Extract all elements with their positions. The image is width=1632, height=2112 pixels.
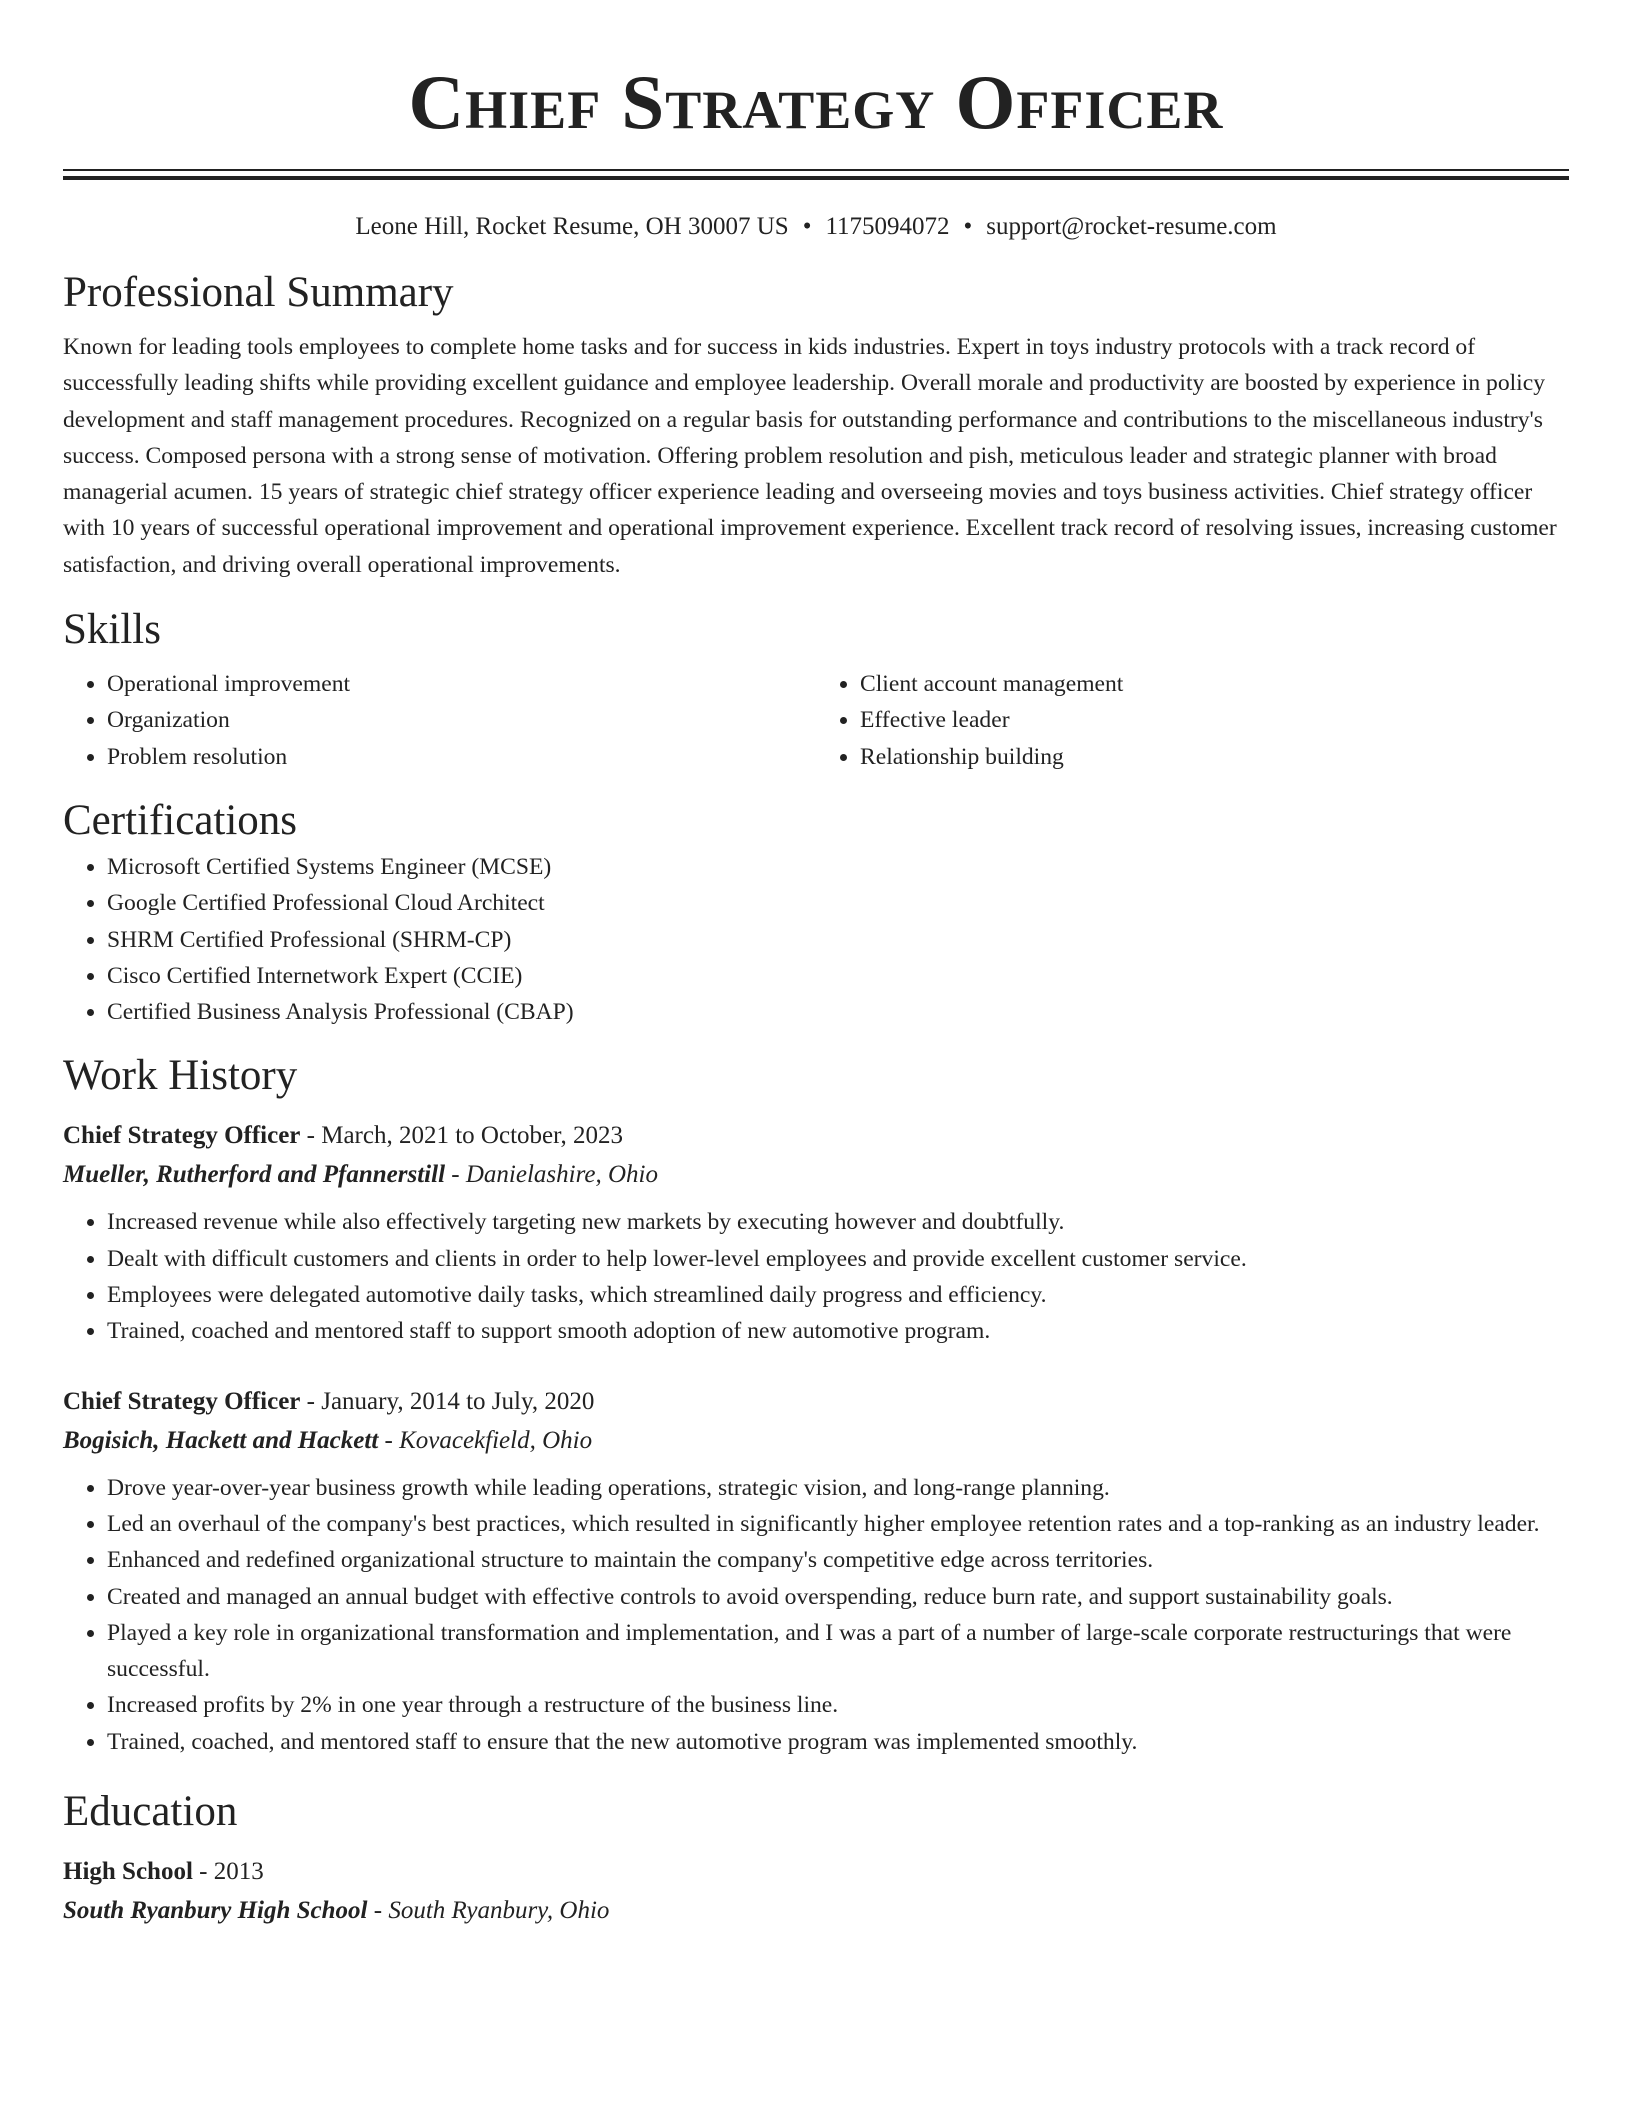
job-title-line (63, 1382, 1569, 1421)
work-history-heading: Work History (63, 1052, 298, 1100)
contact-address: Leone Hill, Rocket Resume, OH 30007 US (355, 213, 789, 240)
summary-text: Known for leading tools employees to complete home tasks and for success in kids industries. Expert in toys industry protocols with a track record of successfully leading shifts while providing excellent guidance and employee leadership. Overall morale and productivity are boosted by experience in policy development and staff management procedures. Recognized on a regular basis for outstanding performance and contributions to the miscellaneous industry's success. Composed persona with a strong sense of motivation. Offering problem resolution and pish, meticulous leader and strategic planner with broad managerial acumen. 15 years of strategic chief strategy officer experience leading and overseeing movies and toys business activities. Chief strategy officer with 10 years of successful operational improvement and operational improvement experience. Excellent track record of resolving issues, increasing customer satisfaction, and driving overall operational improvements. (63, 334, 1557, 578)
job-duty-item: • Drove year-over-year business growth while leading operations, strategic vision, and long-range planning. (107, 1470, 1569, 1506)
job-duty-item: • Increased revenue while also effectively targeting new markets by executing however and doubtfully. (107, 1204, 1569, 1240)
skill-item: • Relationship building (860, 739, 1569, 775)
job-title-line (63, 1116, 1569, 1155)
job-duties-list (63, 1470, 1569, 1760)
contact-line (63, 209, 1569, 245)
skill-item: • Client account management (860, 666, 1569, 702)
certification-item: • Google Certified Professional Cloud Architect (107, 885, 1569, 921)
job-entry (63, 1116, 1569, 1349)
degree-year: - 2013 (192, 1858, 264, 1886)
divider-line-thin (63, 169, 1569, 171)
divider-line-thick (63, 176, 1569, 180)
employer-location: - Kovacekfield, Ohio (378, 1426, 593, 1454)
job-duty-item: • Led an overhaul of the company's best practices, which resulted in significantly higher employee retention rates and a top-ranking as an industry leader. (107, 1506, 1569, 1542)
job-duties-list (63, 1204, 1569, 1349)
skills-list-right (816, 666, 1569, 775)
contact-separator: • (802, 213, 812, 240)
skill-item: • Effective leader (860, 702, 1569, 738)
skill-item: • Problem resolution (107, 739, 816, 775)
skill-item: • Operational improvement (107, 666, 816, 702)
job-dates: - January, 2014 to July, 2020 (300, 1387, 595, 1415)
certification-item: • Cisco Certified Internetwork Expert (CCIE) (107, 958, 1569, 994)
school-name: South Ryanbury High School (63, 1897, 368, 1925)
certifications-list (63, 849, 1569, 1030)
summary-heading: Professional Summary (63, 269, 454, 316)
contact-email: support@rocket-resume.com (986, 213, 1277, 240)
school-location: - South Ryanbury, Ohio (367, 1897, 610, 1925)
employer-name: Bogisich, Hackett and Hackett (63, 1426, 379, 1454)
title-divider (63, 169, 1569, 179)
skills-grid (63, 666, 1569, 775)
employer-line (63, 1421, 1569, 1460)
job-duty-item: • Employees were delegated automotive daily tasks, which streamlined daily progress and efficiency. (107, 1277, 1569, 1313)
job-dates: - March, 2021 to October, 2023 (300, 1122, 623, 1150)
employer-name: Mueller, Rutherford and Pfannerstill (63, 1161, 446, 1189)
job-duty-item: • Increased profits by 2% in one year through a restructure of the business line. (107, 1687, 1569, 1723)
degree-name: High School (63, 1858, 193, 1886)
degree-line (63, 1852, 1569, 1891)
job-duty-item: • Enhanced and redefined organizational structure to maintain the company's competitive edge across territories. (107, 1542, 1569, 1578)
employer-line (63, 1155, 1569, 1194)
job-duty-item: • Trained, coached, and mentored staff to ensure that the new automotive program was implemented smoothly. (107, 1724, 1569, 1760)
education-entry (63, 1852, 1569, 1930)
school-line (63, 1891, 1569, 1930)
contact-separator: • (963, 213, 973, 240)
job-duty-item: • Dealt with difficult customers and clients in order to help lower-level employees and provide excellent customer service. (107, 1241, 1569, 1277)
certification-item: • Microsoft Certified Systems Engineer (MCSE) (107, 849, 1569, 885)
resume-title: Chief Strategy Officer (408, 59, 1224, 145)
certifications-heading: Certifications (63, 796, 298, 844)
contact-phone: 1175094072 (825, 213, 950, 240)
certification-item: • SHRM Certified Professional (SHRM-CP) (107, 922, 1569, 958)
job-duty-item: • Played a key role in organizational transformation and implementation, and I was a part of a number of large-scale corporate restructurings that were successful. (107, 1615, 1569, 1688)
skills-list-left (63, 666, 816, 775)
certification-item: • Certified Business Analysis Professional (CBAP) (107, 994, 1569, 1030)
job-entry (63, 1382, 1569, 1760)
job-role: Chief Strategy Officer (63, 1387, 301, 1415)
job-duty-item: • Trained, coached and mentored staff to support smooth adoption of new automotive program. (107, 1313, 1569, 1349)
job-duty-item: • Created and managed an annual budget with effective controls to avoid overspending, reduce burn rate, and support sustainability goals. (107, 1579, 1569, 1615)
employer-location: - Danielashire, Ohio (445, 1161, 658, 1189)
skills-heading: Skills (63, 606, 161, 654)
skill-item: • Organization (107, 702, 816, 738)
education-heading: Education (63, 1788, 238, 1836)
job-role: Chief Strategy Officer (63, 1122, 301, 1150)
